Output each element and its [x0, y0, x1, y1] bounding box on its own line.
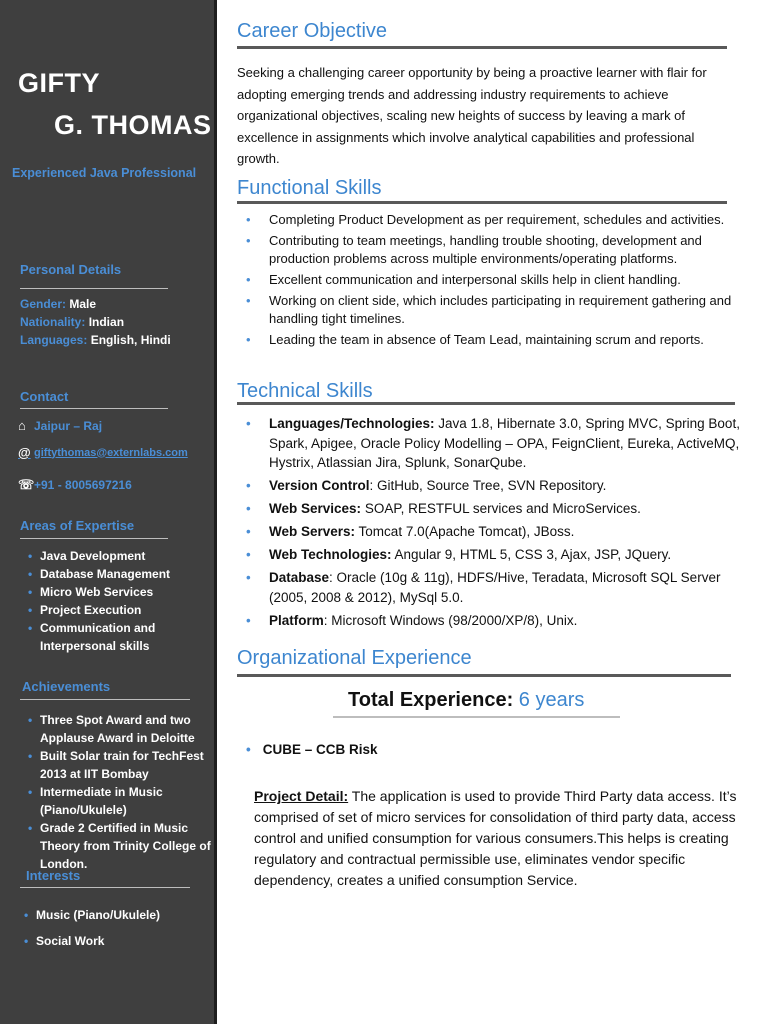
- technical-skills-rule: [237, 402, 735, 405]
- project-name-text: CUBE – CCB Risk: [262, 742, 378, 757]
- project-detail-label: Project Detail:: [254, 788, 349, 804]
- list-item: • Micro Web Services: [26, 583, 206, 601]
- tech-value: Java 1.8, Hibernate 3.0, Spring MVC, Spring Boot, Spark, Apigee, Oracle Policy Modelling – OPA, FeignClient, Eureka, ActiveMQ, Hystrix, Atlassian Jira, Splunk, SonarQube.: [269, 416, 740, 470]
- tech-label: Languages/Technologies:: [269, 416, 435, 431]
- total-experience-label: Total Experience:: [348, 689, 519, 711]
- tech-label: Web Servers:: [269, 524, 356, 539]
- tech-label: Platform: [269, 612, 324, 628]
- nationality-key: Nationality:: [20, 315, 86, 329]
- list-item: [237, 476, 745, 496]
- list-item: • Three Spot Award and two Applause Award in Deloitte: [26, 711, 200, 747]
- last-name: G. THOMAS: [54, 110, 212, 140]
- tech-value: Angular 9, HTML 5, CSS 3, Ajax, JSP, JQuery.: [391, 547, 672, 562]
- expertise-rule: [20, 538, 168, 539]
- location-text: Jaipur – Raj: [34, 418, 103, 433]
- email-link[interactable]: giftythomas@externlabs.com: [34, 446, 188, 459]
- total-experience-rule: [333, 716, 620, 718]
- list-item: • Communication and Interpersonal skills: [26, 619, 170, 655]
- career-objective-heading: Career Objective: [237, 20, 388, 42]
- gender-row: [20, 297, 96, 311]
- interests-heading: Interests: [26, 868, 81, 883]
- list-item: [237, 414, 745, 473]
- list-item: • Database Management: [26, 565, 206, 583]
- list-item: • Java Development: [26, 547, 206, 565]
- tech-label: Web Technologies:: [269, 547, 392, 562]
- interests-list: [22, 906, 202, 950]
- organizational-experience-heading: Organizational Experience: [237, 647, 472, 669]
- tech-label: Database: [269, 570, 330, 585]
- achievements-rule: [20, 699, 190, 700]
- tech-label: Version Control: [269, 478, 370, 493]
- total-experience: [348, 689, 584, 712]
- technical-skills-list: [237, 414, 745, 634]
- list-item: • Intermediate in Music (Piano/Ukulele): [26, 783, 190, 819]
- phone-icon: ☏: [18, 477, 35, 492]
- functional-skills-heading: Functional Skills: [237, 177, 382, 199]
- home-icon: ⌂: [18, 418, 26, 433]
- gender-value: Male: [69, 297, 97, 311]
- personal-details-heading: Personal Details: [20, 262, 122, 277]
- phone-row: [18, 477, 132, 493]
- tech-label: Web Services:: [269, 501, 362, 516]
- list-item: [237, 545, 745, 565]
- contact-heading: Contact: [20, 389, 69, 404]
- contact-rule: [20, 408, 168, 409]
- project-name: [246, 742, 378, 757]
- location-row: [18, 418, 102, 433]
- organizational-experience-rule: [237, 674, 731, 677]
- first-name: GIFTY: [18, 68, 100, 98]
- sidebar: [0, 0, 217, 1024]
- phone-text: +91 - 8005697216: [34, 478, 132, 492]
- tagline: Experienced Java Professional: [12, 166, 197, 180]
- list-item: • Completing Product Development as per requirement, schedules and activities.: [237, 211, 745, 229]
- expertise-heading: Areas of Expertise: [20, 518, 135, 533]
- list-item: • Excellent communication and interpersonal skills help in client handling.: [237, 271, 745, 289]
- tech-value: SOAP, RESTFUL services and MicroServices.: [361, 501, 641, 516]
- tech-value: : Microsoft Windows (98/2000/XP/8), Unix.: [323, 612, 578, 628]
- list-item: [237, 611, 745, 631]
- career-objective-text: Seeking a challenging career opportunity by being a proactive learner with flair for adopting emerging trends and addressing industry requirements to achieve organizational objectives, scaling new heights of success by leaving a mark of excellence in assignments which involve analytical capabilities and professional growth.: [237, 65, 707, 166]
- total-experience-value: 6 years: [518, 689, 585, 711]
- languages-value: English, Hindi: [90, 333, 171, 347]
- languages-key: Languages:: [20, 333, 88, 347]
- achievements-heading: Achievements: [22, 679, 111, 694]
- bullet-icon: •: [246, 742, 251, 757]
- gender-key: Gender:: [20, 297, 67, 311]
- functional-skills-list: [237, 211, 745, 352]
- nationality-value: Indian: [88, 315, 125, 329]
- expertise-list: [26, 547, 206, 655]
- achievements-list: [26, 711, 214, 873]
- tech-value: : Oracle (10g & 11g), HDFS/Hive, Teradata, Microsoft SQL Server (2005, 2008 & 2012), MySql 5.0.: [269, 570, 721, 605]
- list-item: • Music (Piano/Ukulele): [22, 906, 202, 924]
- project-detail: [254, 786, 756, 891]
- list-item: [237, 499, 745, 519]
- list-item: • Contributing to team meetings, handling trouble shooting, development and production problems across multiple environments/operating platforms.: [237, 232, 745, 268]
- list-item: • Leading the team in absence of Team Lead, maintaining scrum and reports.: [237, 331, 745, 349]
- list-item: • Working on client side, which includes participating in requirement gathering and handling tight timelines.: [237, 292, 745, 328]
- functional-skills-rule: [237, 201, 727, 204]
- list-item: [237, 522, 745, 542]
- list-item: • Project Execution: [26, 601, 206, 619]
- career-objective-rule: [237, 46, 727, 49]
- list-item: • Built Solar train for TechFest 2013 at IIT Bombay: [26, 747, 210, 783]
- list-item: [237, 568, 745, 607]
- tech-value: Tomcat 7.0(Apache Tomcat), JBoss.: [355, 524, 575, 539]
- email-row[interactable]: [18, 445, 188, 460]
- email-icon: @: [18, 445, 31, 460]
- languages-row: [20, 333, 171, 347]
- tech-value: : GitHub, Source Tree, SVN Repository.: [369, 478, 607, 493]
- list-item: • Social Work: [22, 932, 202, 950]
- technical-skills-heading: Technical Skills: [237, 380, 373, 402]
- interests-rule: [20, 887, 190, 888]
- nationality-row: [20, 315, 124, 329]
- project-detail-text: The application is used to provide Third Party data access. It’s comprised of set of micro services for consolidation of third party data, access control and unified consumption for various consumers.This helps is creating regulatory and contractual permissible use, eliminates vendor specific dependency, creates a unified consumption Service.: [254, 788, 737, 888]
- list-item: • Grade 2 Certified in Music Theory from Trinity College of London.: [26, 819, 212, 873]
- personal-details-rule: [20, 288, 168, 289]
